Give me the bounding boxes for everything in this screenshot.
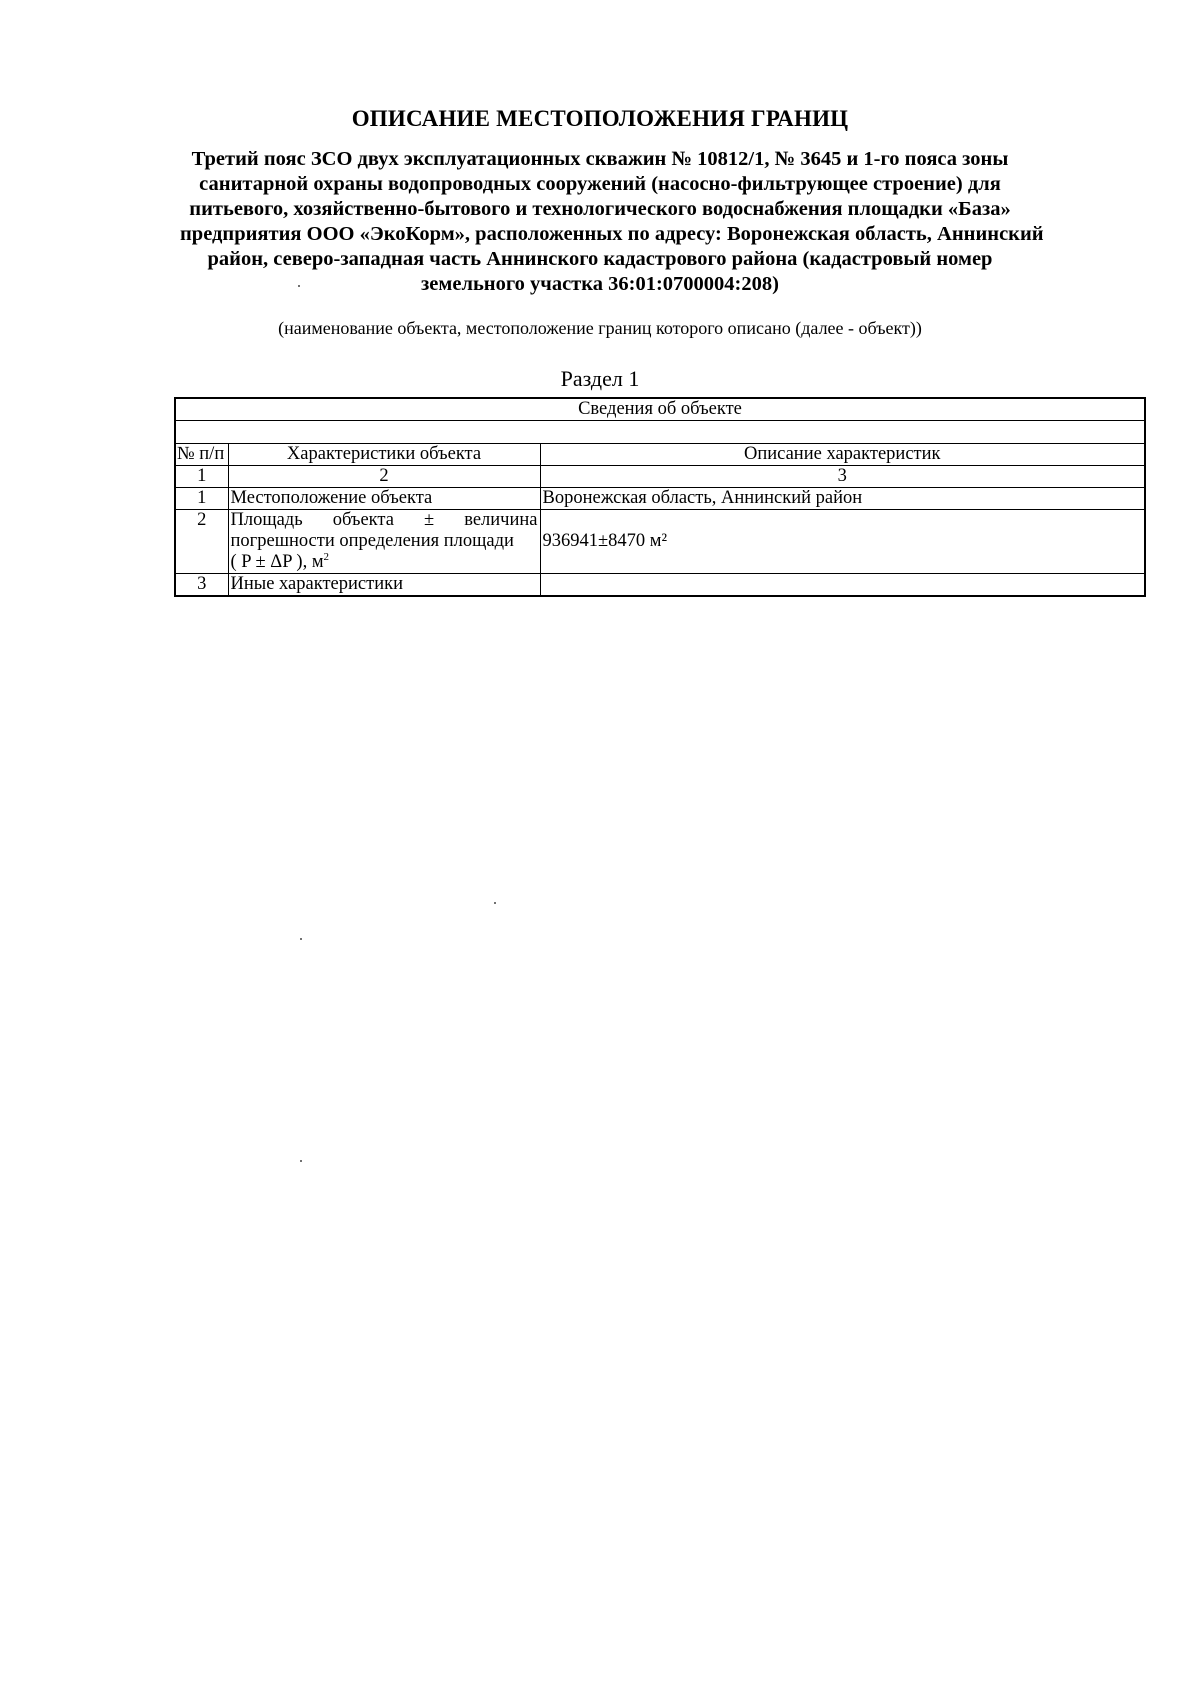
row-description bbox=[540, 574, 1145, 597]
unit-exponent: 2 bbox=[323, 550, 330, 563]
object-info-table bbox=[174, 397, 1146, 597]
row-characteristic: Иные характеристики bbox=[228, 574, 540, 597]
object-name-line: питьевого, хозяйственно-бытового и технологического водоснабжения площадки «База» bbox=[189, 198, 1011, 220]
column-numbers-row bbox=[175, 466, 1145, 488]
table-empty-row bbox=[175, 421, 1145, 444]
table-row bbox=[175, 574, 1145, 597]
characteristic-line bbox=[231, 510, 538, 531]
scan-speck bbox=[300, 938, 302, 940]
table-title-row bbox=[175, 398, 1145, 421]
scan-speck bbox=[494, 902, 496, 904]
formula: ( P ± ΔP ), м bbox=[230, 552, 324, 572]
object-name-line: санитарной охраны водопроводных сооружений (насосно-фильтрующее строение) для bbox=[199, 173, 1001, 195]
row-description: 936941±8470 м² bbox=[540, 510, 1145, 574]
word: Площадь bbox=[230, 510, 303, 530]
word: ± bbox=[424, 510, 435, 530]
row-characteristic: Местоположение объекта bbox=[228, 488, 540, 510]
scan-speck bbox=[300, 1160, 302, 1162]
row-number: 3 bbox=[175, 574, 228, 597]
characteristic-line: погрешности определения площади bbox=[230, 531, 514, 551]
empty-cell bbox=[175, 421, 1145, 444]
word: объекта bbox=[332, 510, 394, 530]
object-name-line: предприятия ООО «ЭкоКорм», расположенных по адресу: Воронежская область, Аннинский bbox=[180, 223, 1044, 245]
table-row bbox=[175, 510, 1145, 574]
object-name-line: район, северо-западная часть Аннинского кадастрового района (кадастровый номер bbox=[207, 248, 993, 270]
header-num: № п/п bbox=[175, 444, 228, 466]
table-header-row bbox=[175, 444, 1145, 466]
object-name bbox=[180, 147, 1044, 297]
document-title: ОПИСАНИЕ МЕСТОПОЛОЖЕНИЯ ГРАНИЦ bbox=[351, 106, 849, 131]
characteristic-line bbox=[231, 552, 538, 573]
table-title: Сведения об объекте bbox=[175, 398, 1145, 421]
row-number: 1 bbox=[175, 488, 228, 510]
header-characteristic: Характеристики объекта bbox=[228, 444, 540, 466]
column-number: 1 bbox=[175, 466, 228, 488]
column-number: 2 bbox=[228, 466, 540, 488]
row-number: 2 bbox=[175, 510, 228, 574]
scan-speck bbox=[298, 285, 300, 287]
object-caption: (наименование объекта, местоположение границ которого описано (далее - объект)) bbox=[278, 318, 922, 338]
section-label: Раздел 1 bbox=[560, 366, 640, 391]
word: величина bbox=[464, 510, 538, 530]
table-row bbox=[175, 488, 1145, 510]
object-name-line: Третий пояс ЗСО двух эксплуатационных скважин № 10812/1, № 3645 и 1-го пояса зоны bbox=[191, 148, 1009, 170]
column-number: 3 bbox=[540, 466, 1145, 488]
header-description: Описание характеристик bbox=[540, 444, 1145, 466]
row-description: Воронежская область, Аннинский район bbox=[540, 488, 1145, 510]
object-name-line: земельного участка 36:01:0700004:208) bbox=[421, 273, 779, 295]
row-characteristic bbox=[228, 510, 540, 574]
